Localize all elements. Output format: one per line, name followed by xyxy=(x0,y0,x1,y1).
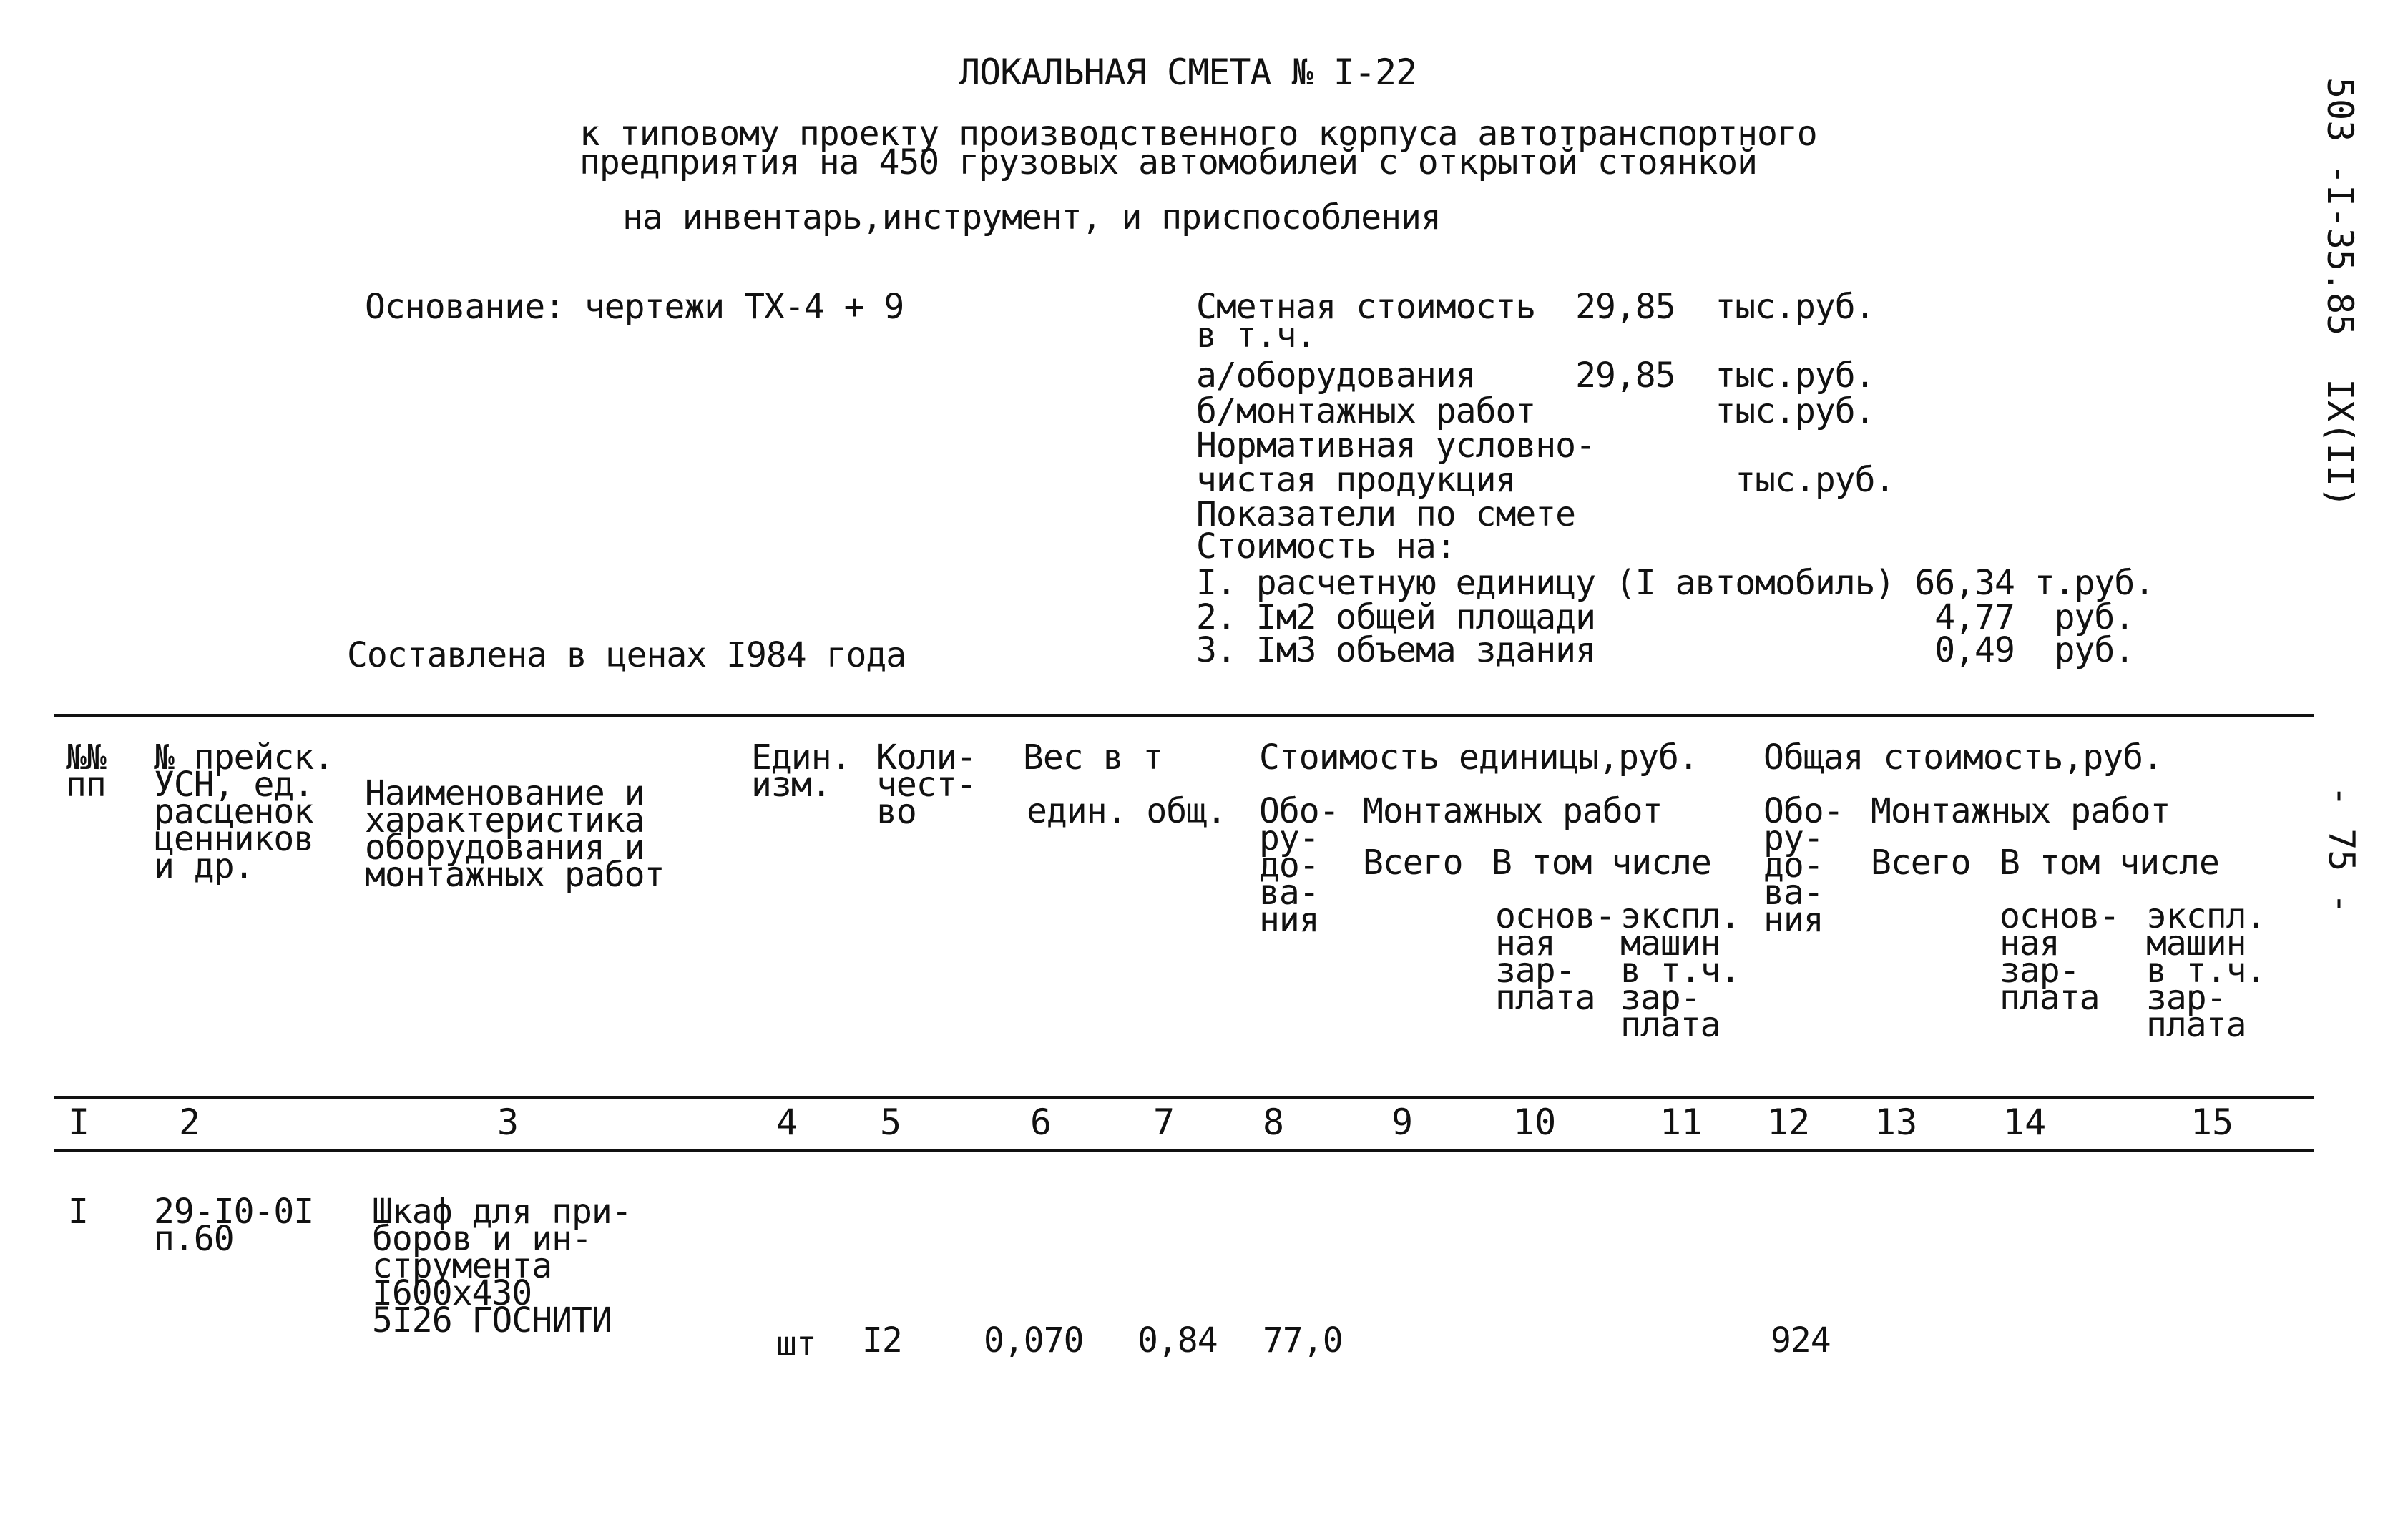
col-header-unit-mount-group: Монтажных работ xyxy=(1363,791,1663,831)
row-qty: I2 xyxy=(862,1320,902,1360)
col-header-total-incl: В том числе xyxy=(2000,843,2219,883)
cost-line: а/оборудования 29,85 тыс.руб. xyxy=(1196,356,1875,396)
col-header-weight-sub: един. общ. xyxy=(1027,791,1226,831)
column-numbers-bottom-rule xyxy=(54,1149,2314,1152)
row-total-cost-equip: 924 xyxy=(1771,1320,1831,1360)
column-number: 4 xyxy=(776,1102,798,1143)
col-header-unit: Един. изм. xyxy=(751,737,851,805)
cost-line: 2. Iм2 общей площади 4,77 руб. xyxy=(1196,597,2135,637)
column-number: 15 xyxy=(2191,1102,2234,1143)
cost-line: чистая продукция тыс.руб. xyxy=(1196,460,1895,500)
column-number: 5 xyxy=(880,1102,902,1143)
table-top-rule xyxy=(54,714,2314,717)
column-number: 14 xyxy=(2003,1102,2047,1143)
col-header-unit-equip: Обо- ру- до- ва- ния xyxy=(1259,791,1339,940)
col-header-name: Наименование и характеристика оборудования и монтажных работ xyxy=(365,773,665,895)
col-header-total-total: Всего xyxy=(1871,843,1971,883)
column-number: 6 xyxy=(1030,1102,1052,1143)
col-header-total-equip: Обо- ру- до- ва- ния xyxy=(1763,791,1844,940)
row-name: Шкаф для при- боров и ин- струмента I600х430 5I26 ГОСНИТИ xyxy=(372,1192,632,1340)
cost-line: в т.ч. xyxy=(1196,315,1316,356)
cost-line: Показатели по смете xyxy=(1196,494,1576,534)
col-header-unit-total: Всего xyxy=(1363,843,1463,883)
column-number: 8 xyxy=(1263,1102,1285,1143)
col-header-no: №№ пп xyxy=(66,737,106,805)
column-numbers-top-rule xyxy=(54,1096,2314,1099)
column-number: 11 xyxy=(1660,1102,1703,1143)
cost-line: Стоимость на: xyxy=(1196,526,1456,567)
basis-text: Основание: чертежи ТХ-4 + 9 xyxy=(365,287,904,327)
col-header-unit-incl: В том числе xyxy=(1492,843,1711,883)
prices-year-text: Составлена в ценах I984 года xyxy=(347,635,906,675)
col-header-qty: Коли- чест- во xyxy=(876,737,977,832)
column-number: 2 xyxy=(179,1102,201,1143)
col-header-code: № прейск. УСН, ед. расценок ценников и др. xyxy=(154,737,334,886)
row-unit: шт xyxy=(776,1324,816,1364)
column-number: 10 xyxy=(1513,1102,1557,1143)
col-header-total-mach: экспл. машин в т.ч. зар- плата xyxy=(2146,896,2266,1045)
cost-line: Сметная стоимость 29,85 тыс.руб. xyxy=(1196,287,1875,327)
row-weight-unit: 0,070 xyxy=(984,1320,1084,1360)
col-header-total-mount-group: Монтажных работ xyxy=(1871,791,2170,831)
column-number: 13 xyxy=(1874,1102,1918,1143)
row-weight-total: 0,84 xyxy=(1137,1320,1218,1360)
cost-line: 3. Iм3 объема здания 0,49 руб. xyxy=(1196,630,2135,670)
row-unit-cost-equip: 77,0 xyxy=(1263,1320,1343,1360)
col-header-unit-mach: экспл. машин в т.ч. зар- плата xyxy=(1620,896,1741,1045)
row-no: I xyxy=(68,1192,88,1232)
row-code: 29-I0-0I п.60 xyxy=(154,1192,314,1259)
column-number: 7 xyxy=(1153,1102,1175,1143)
column-number: 9 xyxy=(1391,1102,1414,1143)
column-number: 12 xyxy=(1767,1102,1811,1143)
subtitle-line-2: предприятия на 450 грузовых автомобилей с открытой стоянкой xyxy=(579,142,1758,182)
col-header-unit-cost-group: Стоимость единицы,руб. xyxy=(1259,737,1698,778)
cost-line: б/монтажных работ тыс.руб. xyxy=(1196,391,1875,431)
column-number: 3 xyxy=(497,1102,519,1143)
col-header-total-base: основ- ная зар- плата xyxy=(2000,896,2120,1018)
document-subject: на инвентарь,инструмент, и приспособления xyxy=(622,197,1441,237)
col-header-total-cost-group: Общая стоимость,руб. xyxy=(1763,737,2163,778)
column-number: I xyxy=(68,1102,90,1143)
col-header-weight-group: Вес в т xyxy=(1023,737,1163,778)
page-number: - 75 - xyxy=(2321,785,2362,915)
cost-line: Нормативная условно- xyxy=(1196,426,1595,466)
document-title: ЛОКАЛЬНАЯ СМЕТА № I-22 xyxy=(959,52,1417,93)
subtitle-line-1: к типовому проекту производственного корпуса автотранспортного xyxy=(579,114,1817,154)
side-code: 503 -I-35.85 IX(II) xyxy=(2319,77,2361,509)
cost-line: I. расчетную единицу (I автомобиль) 66,34 т.руб. xyxy=(1196,563,2155,603)
col-header-unit-base: основ- ная зар- плата xyxy=(1495,896,1615,1018)
